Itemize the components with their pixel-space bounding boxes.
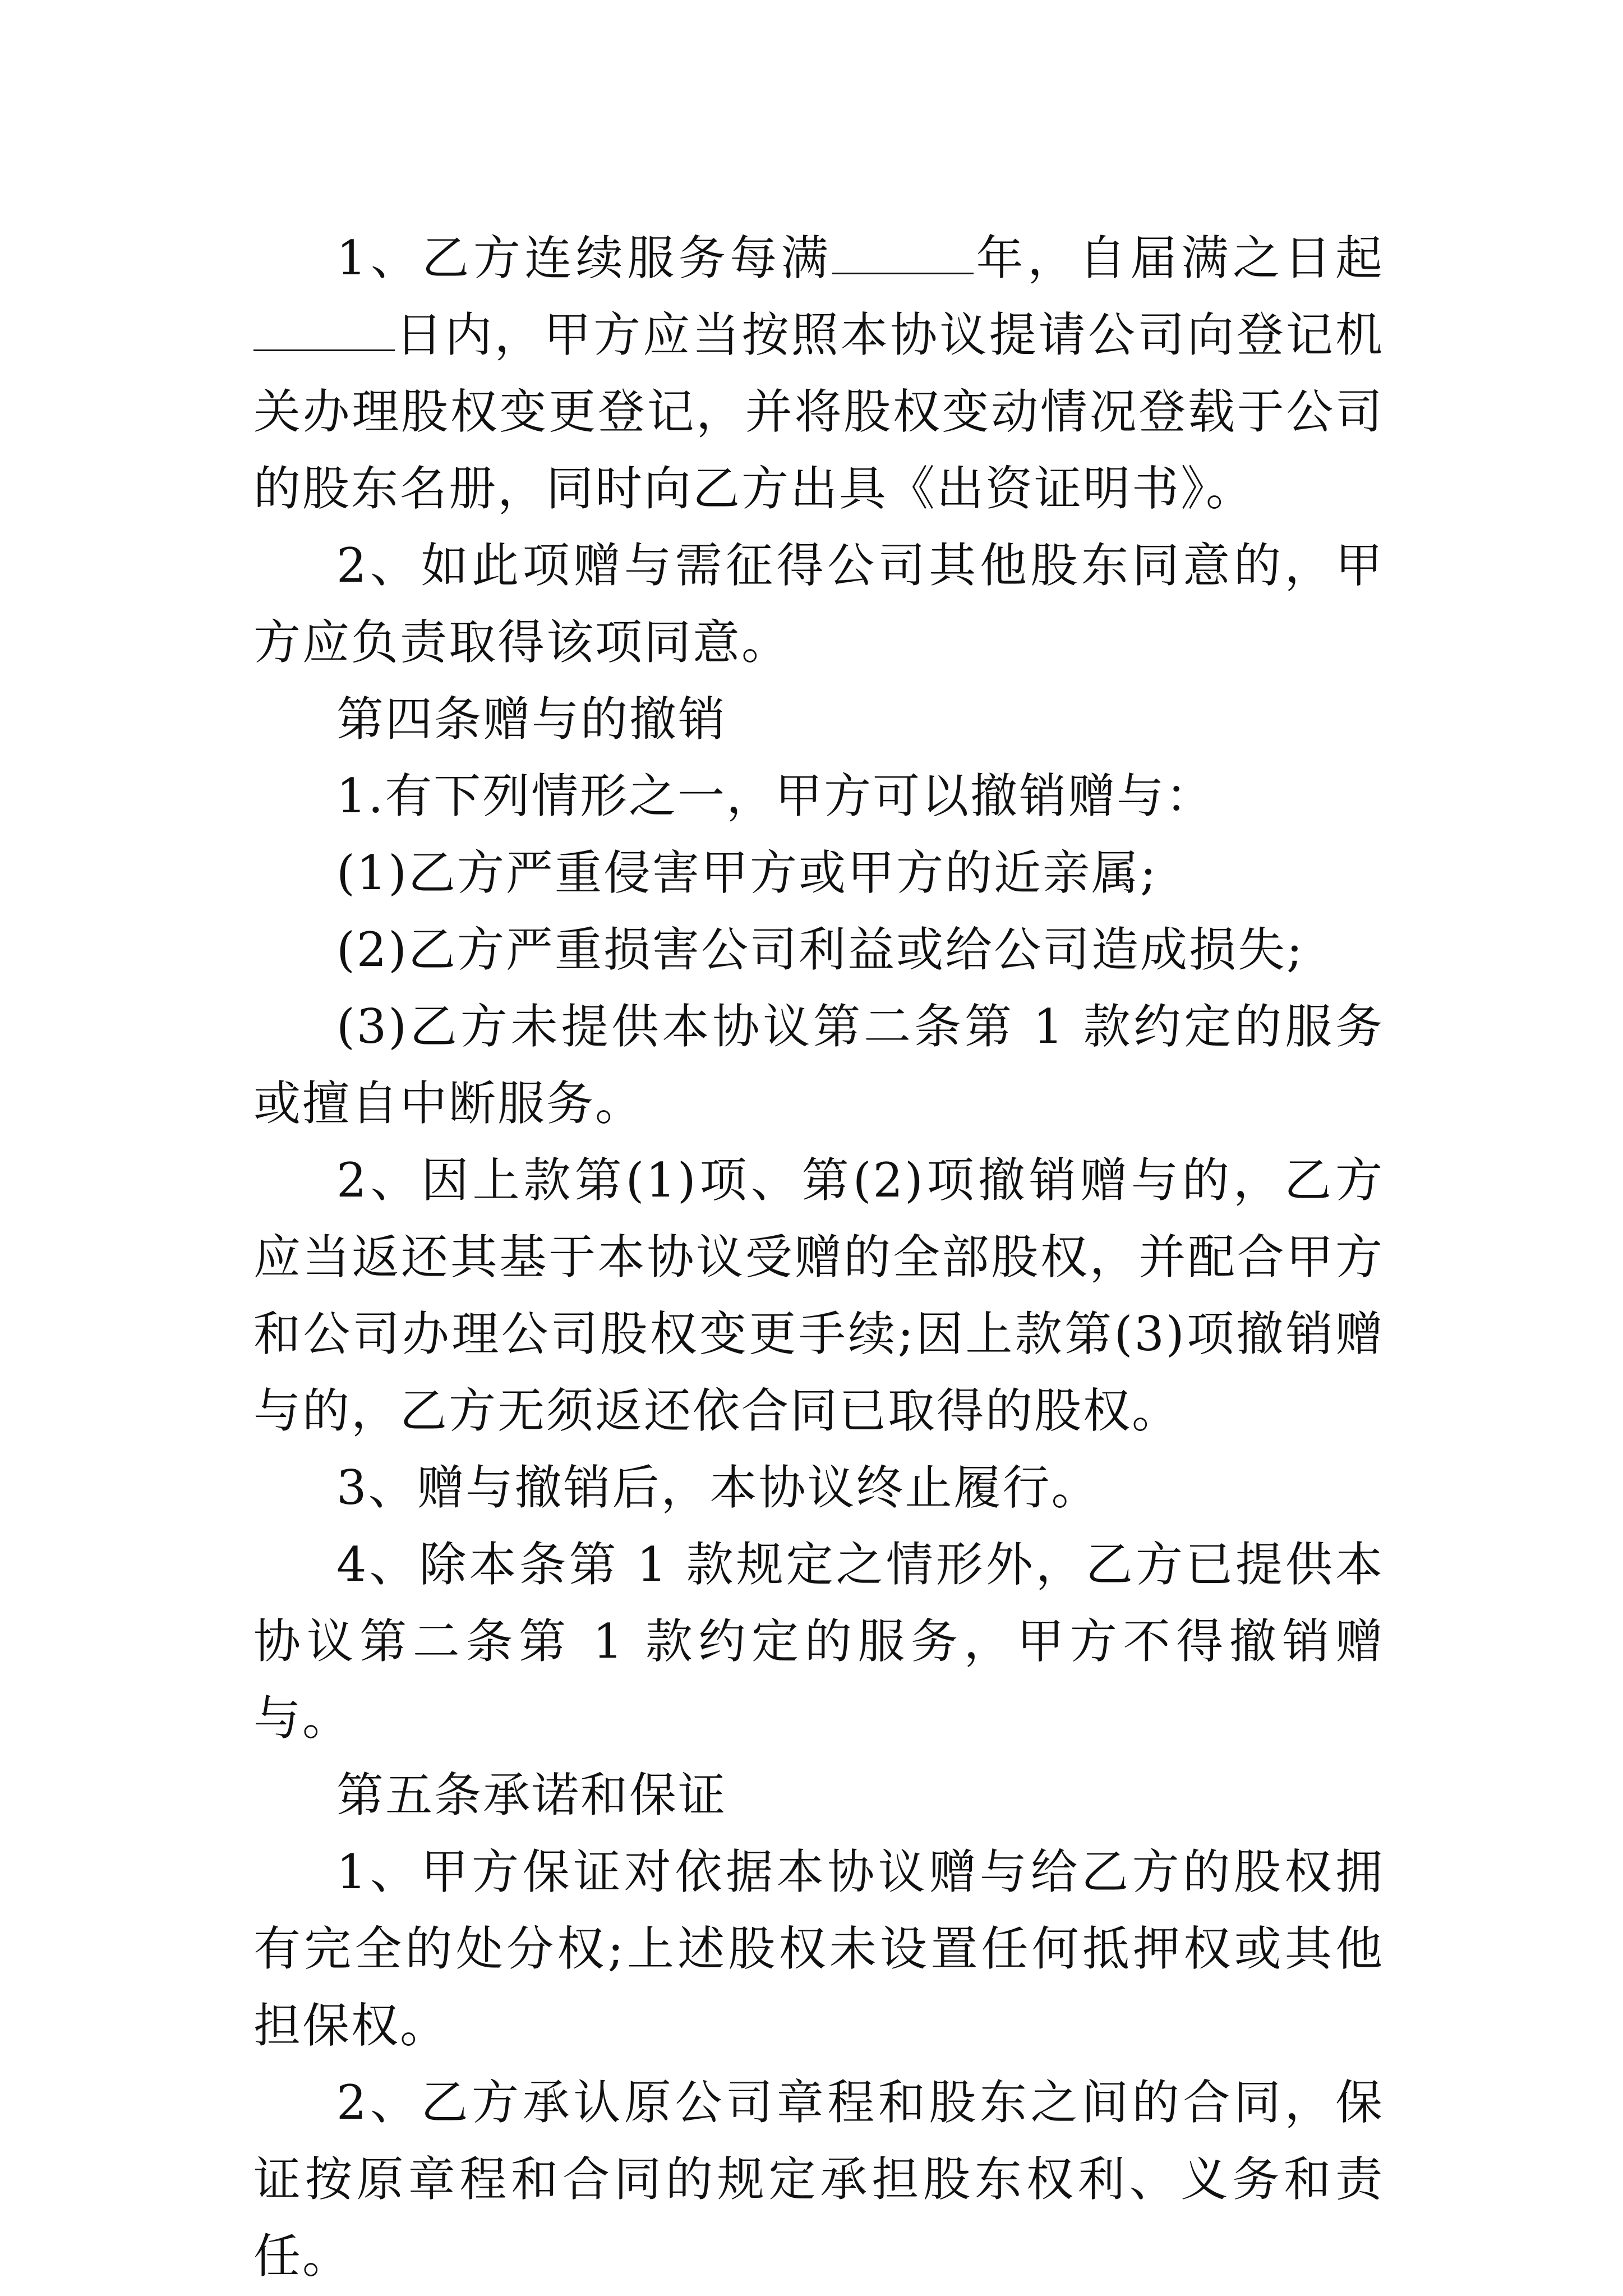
paragraph-service-term xyxy=(253,220,1384,527)
paragraph-consent: 2、如此项赠与需征得公司其他股东同意的，甲方应负责取得该项同意。 xyxy=(253,538,1384,670)
blank-years-field xyxy=(832,233,974,274)
paragraph-text: 日内，甲方应当按照本协议提请公司向登记机关办理股权变更登记，并将股权变动情况登载于公司的股东名册，同时向乙方出具《出资证明书》。 xyxy=(253,307,1384,516)
document-body xyxy=(253,220,1384,2295)
section-heading-article-5: 第五条承诺和保证 xyxy=(336,1768,727,1823)
blank-days-field xyxy=(253,310,395,351)
paragraph-text: 年，自届满之日起 xyxy=(974,231,1384,286)
list-item-case-2: (2)乙方严重损害公司利益或给公司造成损失; xyxy=(336,922,1304,977)
paragraph-return-equity: 2、因上款第(1)项、第(2)项撤销赠与的，乙方应当返还其基于本协议受赠的全部股权，并配合甲方和公司办理公司股权变更手续;因上款第(3)项撤销赠与的，乙方无须返还依合同已取得的股权。 xyxy=(253,1153,1384,1438)
list-item-case-1: (1)乙方严重侵害甲方或甲方的近亲属; xyxy=(336,845,1158,900)
paragraph-no-revocation: 4、除本条第 1 款规定之情形外，乙方已提供本协议第二条第 1 款约定的服务，甲方不得撤销赠与。 xyxy=(253,1537,1384,1746)
section-heading-article-4: 第四条赠与的撤销 xyxy=(336,692,727,747)
paragraph-party-a-warranty: 1、甲方保证对依据本协议赠与给乙方的股权拥有完全的处分权;上述股权未设置任何抵押权或其他担保权。 xyxy=(253,1844,1384,2053)
paragraph-termination: 3、赠与撤销后，本协议终止履行。 xyxy=(336,1460,1100,1515)
paragraph-text: 1、乙方连续服务每满 xyxy=(336,231,833,286)
list-item-case-3: (3)乙方未提供本协议第二条第 1 款约定的服务或擅自中断服务。 xyxy=(253,999,1384,1131)
paragraph-revocation-cases: 1.有下列情形之一，甲方可以撤销赠与： xyxy=(336,769,1215,823)
paragraph-party-b-acknowledgement: 2、乙方承认原公司章程和股东之间的合同，保证按原章程和合同的规定承担股东权利、义务和责任。 xyxy=(253,2075,1384,2284)
